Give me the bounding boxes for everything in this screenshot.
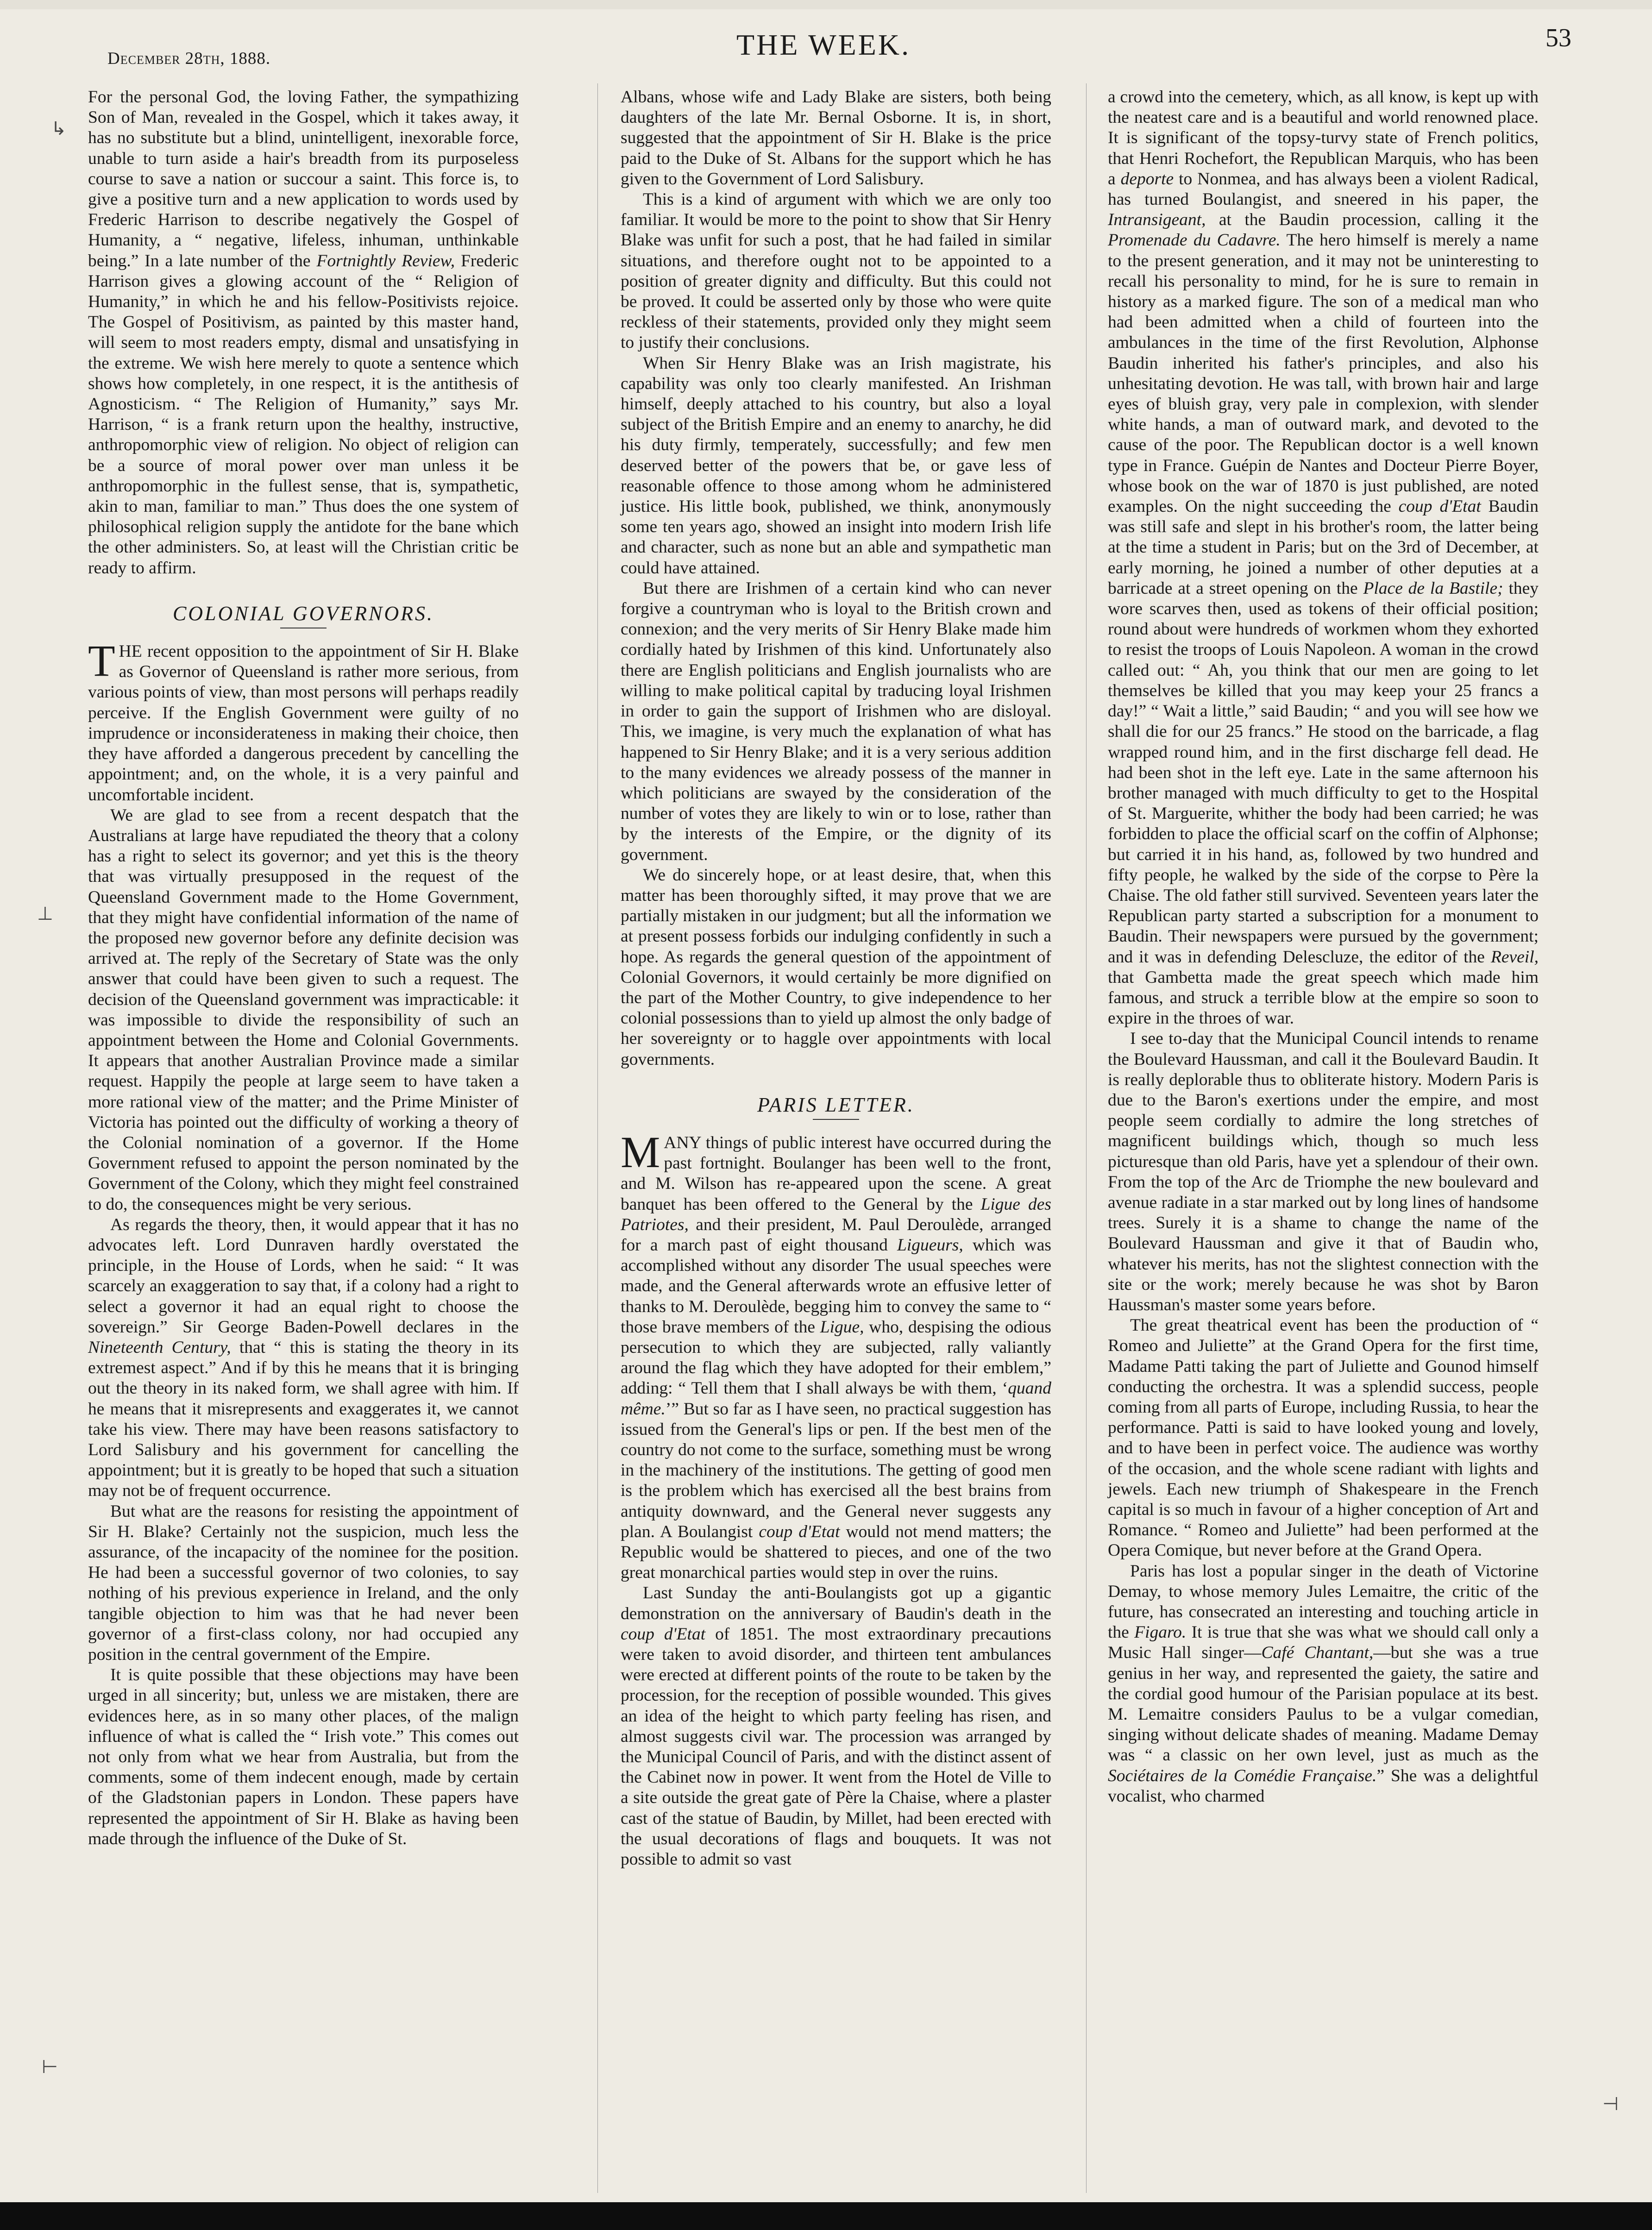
paragraph: We are glad to see from a recent despatch that the Australians at large have repudiated the theory that a colony has a right to select its governor; and yet this is the theory that was virtually presupposed in the request of the Queensland Government made to the Home Government, that they might have confidential information of the name of the proposed new governor before any definite decision was arrived at. The reply of the Secretary of State was the only answer that could have been given to such a request. The decision of the Queensland government was impracticable: it was impossible to divide the responsibility of such an appointment between the Home and Colonial Governments. It appears that another Australian Province made a similar request. Happily the people at large seem to have taken a more rational view of the matter; and the Prime Minister of Victoria has pointed out the difficulty of working a theory of the Colonial nomination of a governor. If the Home Government refused to appoint the person nominated by the Government of the Colony, which they might feel constrained to do, the consequences might be very serious. (88, 805, 519, 1214)
section-heading-paris-letter: PARIS LETTER. (757, 1093, 915, 1116)
margin-mark: ⊥ (37, 903, 53, 924)
paragraph: Paris has lost a popular singer in the death of Victorine Demay, to whose memory Jules Lemaitre, the critic of the future, has consecrated an interesting and touching article in the Figaro. It is true that she was what we should call only a Music Hall singer—Café Chantant,—but she was a true genius in her way, and represented the gaiety, the satire and the cordial good humour of the Parisian populace at its best. M. Lemaitre considers Paulus to be a vulgar comedian, singing without delicate shades of meaning. Madame Demay was “ a classic on her own level, just as much as the Sociétaires de la Comédie Française.” She was a delightful vocalist, who charmed (1108, 1561, 1539, 1806)
paragraph: But what are the reasons for resisting the appointment of Sir H. Blake? Certainly not the suspicion, much less the assurance, of the incapacity of the nominee for the position. He had been a successful governor of two colonies, to say nothing of his previous experience in Ireland, and the only tangible objection to him was that he had never been governor of a first-class colony, nor had occupied any position in the central government of the Empire. (88, 1501, 519, 1665)
column-right (1108, 87, 1539, 1807)
column-left (88, 87, 519, 1849)
paragraph: a crowd into the cemetery, which, as all know, is kept up with the neatest care and is a beautiful and world renowned place. It is significant of the topsy-turvy state of French politics, that Henri Rochefort, the Republican Marquis, who has been a deporte to Nonmea, and has always been a violent Radical, has turned Boulangist, and sneered in his paper, the Intransigeant, at the Baudin procession, calling it the Promenade du Cadavre. The hero himself is merely a name to the present generation, and it may not be uninteresting to recall his personality to mind, for he is sure to remain in history as a marked figure. The son of a medical man who had been admitted when a child of fourteen into the ambulances in the time of the first Revolution, Alphonse Baudin inherited his father's principles, and also his unhesitating devotion. He was tall, with brown hair and large eyes of bluish gray, very pale in complexion, with slender white hands, a man of outward mark, and devoted to the cause of the poor. The Republican doctor is a well known type in France. Guépin de Nantes and Docteur Pierre Boyer, whose book on the war of 1870 is just published, are noted examples. On the night succeeding the coup d'Etat Baudin was still safe and slept in his brother's room, the latter being at the time a student in Paris; but on the 3rd of December, at early morning, he joined a number of other deputies at a barricade at a street opening on the Place de la Bastile; they wore scarves then, used as tokens of their official position; round about were hundreds of workmen whom they exhorted to resist the troops of Louis Napoleon. A woman in the crowd called out: “ Ah, you think that our men are going to let themselves be killed that you may keep your 25 francs a day!” “ Wait a little,” said Baudin; “ and you will see how we shall die for our 25 francs.” He stood on the barricade, a flag wrapped round him, and in the first discharge fell dead. He had been shot in the left eye. Late in the same afternoon his brother managed with much difficulty to get to the Hospital of St. Marguerite, whither the body had been carried; he was forbidden to place the official scarf on the coffin of Alphonse; but carried it in his hand, as, followed by two hundred and fifty people, he walked by the side of the corpse to Père la Chaise. The old father still survived. Seventeen years later the Republican party started a subscription for a monument to Baudin. Their newspapers were pursued by the government; and it was in defending Delescluze, the editor of the Reveil, that Gambetta made the great speech which made him famous, and struck a terrible blow at the empire so soon to expire in the throes of war. (1108, 88, 1539, 1028)
drop-cap: M (621, 1127, 660, 1177)
page-bottom-edge (0, 2202, 1652, 2230)
paragraph: When Sir Henry Blake was an Irish magistrate, his capability was only too clearly manifested. An Irishman himself, deeply attached to his country, but also a loyal subject of the British Empire and an enemy to anarchy, he did his duty firmly, temperately, successfully; and few men deserved better of the powers that be, or gave less of reasonable offence to those among whom he administered justice. His little book, published, we think, anonymously some ten years ago, showed an insight into modern Irish life and character, such as none but an able and sympathetic man could have attained. (621, 353, 1051, 578)
paragraph: Albans, whose wife and Lady Blake are sisters, both being daughters of the late Mr. Bernal Osborne. It is, in short, suggested that the appointment of Sir H. Blake is the price paid to the Duke of St. Albans for the support which he has given to the Government of Lord Salisbury. (621, 88, 1051, 188)
paragraph: The great theatrical event has been the production of “ Romeo and Juliette” at the Grand Opera for the first time, Madame Patti taking the part of Juliette and Gounod himself conducting the orchestra. It was a splendid success, people coming from all parts of Europe, including Russia, to hear the performance. Patti is said to have looked young and lovely, and to have been in perfect voice. The audience was worthy of the occasion, and the whole scene radiant with lights and jewels. Each new triumph of Shakespeare in the French capital is so much in favour of a higher conception of Art and Romance. “ Romeo and Juliette” had been performed at the Opera Comique, but never before at the Grand Opera. (1108, 1316, 1539, 1560)
paragraph: We do sincerely hope, or at least desire, that, when this matter has been thoroughly sifted, it may prove that we are partially mistaken in our judgment; but all the information we at present possess forbids our indulging confidently in such a hope. As regards the general question of the appointment of Colonial Governors, it would certainly be more dignified on the part of the Mother Country, to give independence to her colonial possessions than to yield up almost the only badge of her sovereignty or to haggle over appointments with local governments. (621, 865, 1051, 1069)
paragraph: Last Sunday the anti-Boulangists got up a gigantic demonstration on the anniversary of Baudin's death in the coup d'Etat of 1851. The most extraordinary precautions were taken to avoid disorder, and thirteen tent ambulances were erected at different points of the route to be taken by the procession, for the reception of possible wounded. This gives an idea of the height to which party feeling has risen, and almost suggests civil war. The procession was arranged by the Municipal Council of Paris, and with the distinct assent of the Cabinet now in power. It went from the Hotel de Ville to a site outside the great gate of Père la Chaise, where a plaster cast of the statue of Baudin, by Millet, had been erected with the usual decorations of flags and bouquets. It was not possible to admit so vast (621, 1583, 1051, 1869)
paragraph: It is quite possible that these objections may have been urged in all sincerity; but, unless we are mistaken, there are evidences here, as in so many other places, of the malign influence of what is called the “ Irish vote.” This comes out not only from what we hear from Australia, but from the comments, some of them indecent enough, made by certain of the Gladstonian papers in London. These papers have represented the appointment of Sir H. Blake as having been made through the influence of the Duke of St. (88, 1665, 519, 1848)
column-middle (621, 87, 1051, 1870)
section-divider (813, 1119, 859, 1120)
paragraph: This is a kind of argument with which we are only too familiar. It would be more to the point to show that Sir Henry Blake was unfit for such a post, that he had failed in similar situations, and therefore ought not to be appointed to a position of greater dignity and difficulty. But this could not be proved. It could be asserted only by those who were quite reckless of their statements, provided only they might seem to justify their conclusions. (621, 190, 1051, 352)
margin-mark: ↳ (51, 118, 67, 139)
issue-date: December 28th, 1888. (107, 49, 271, 68)
paragraph: MANY things of public interest have occurred during the past fortnight. Boulanger has been well to the front, and M. Wilson has re-appeared upon the scene. A great banquet has been offered to the General by the Ligue des Patriotes, and their president, M. Paul Deroulède, arranged for a march past of eight thousand Ligueurs, which was accomplished without any disorder The usual speeches were made, and the General afterwards wrote an effusive letter of thanks to M. Deroulède, begging him to convey the same to “ those brave members of the Ligue, who, despising the odious persecution to which they are subjected, rally valiantly around the flag which they have adopted for their emblem,” adding: “ Tell them that I shall always be with them, ‘quand même.’” But so far as I have seen, no practical suggestion has issued from the General's lips or pen. If the best men of the country do not come to the surface, something must be wrong in the machinery of the institutions. The getting of good men is the problem which has exercised all the best brains from antiquity downward, and the General never suggests any plan. A Boulangist coup d'Etat would not mend matters; the Republic would be shattered to pieces, and one of the two great monarchical parties would step in over the ruins. (621, 1127, 1052, 1583)
column-divider (1086, 83, 1087, 2193)
paragraph: But there are Irishmen of a certain kind who can never forgive a countryman who is loyal to the British crown and connexion; and the very merits of Sir Henry Blake made him cordially hated by Irishmen of this kind. Unfortunately also there are English politicians and English journalists who are willing to make political capital by traducing loyal Irishmen in order to gain the support of Irishmen who are disloyal. This, we imagine, is very much the explanation of what has happened to Sir Henry Blake; and it is a very serious addition to the many evidences we already possess of the manner in which politicians are swayed by the consideration of the number of votes they are likely to win or to lose, rather than by the interests of the Empire, or the dignity of its government. (621, 578, 1051, 864)
paragraph: As regards the theory, then, it would appear that it has no advocates left. Lord Dunraven hardly overstated the principle, in the House of Lords, when he said: “ It was scarcely an exaggeration to say that, if a colony had a right to select a governor it had an equal right to choose the sovereign.” Sir George Baden-Powell declares in the Nineteenth Century, that “ this is stating the theory in its extremest aspect.” And if by this he means that it is bringing out the theory in its naked form, we shall agree with him. If he means that it misrepresents and exaggerates it, we cannot take his view. There may have been reasons satisfactory to Lord Salisbury and his government for cancelling the appointment; but it is greatly to be hoped that such a situation may not be of frequent occurrence. (88, 1215, 519, 1501)
publication-title: THE WEEK. (736, 28, 911, 61)
margin-mark: ⊢ (42, 2056, 58, 2078)
drop-cap: T (88, 636, 115, 686)
margin-mark: ⊣ (1602, 2093, 1619, 2115)
paragraph: I see to-day that the Municipal Council intends to rename the Boulevard Haussman, and call it the Boulevard Baudin. It is really deplorable thus to obliterate history. Modern Paris is due to the Baron's exertions under the empire, and most people seem cordially to admire the long stretches of magnificent buildings which, though so much less picturesque than old Paris, have yet a splendour of their own. From the top of the Arc de Triomphe the new boulevard and avenue radiate in a star marked out by long lines of handsome trees. Surely it is a shame to change the name of the Boulevard Haussman and give it that of Baudin who, whatever his merits, has not the slightest connection with the site or the work; merely because he was shot by Baron Haussman's master some years before. (1108, 1029, 1539, 1314)
paragraph: For the personal God, the loving Father, the sympathizing Son of Man, revealed in the Gospel, which it takes away, it has no substitute but a blind, unintelligent, inexorable force, unable to turn aside a hair's breadth from its purposeless course to save a nation or succour a saint. This force is, to give a positive turn and a new application to words used by Frederic Harrison to describe negatively the Gospel of Humanity, a “ negative, lifeless, inhuman, unthinkable being.” In a late number of the Fortnightly Review, Frederic Harrison gives a glowing account of the “ Religion of Humanity,” in which he and his fellow-Positivists rejoice. The Gospel of Positivism, as painted by this master hand, will seem to most readers empty, dismal and unsatisfying in the extreme. We wish here merely to quote a sentence which shows how completely, in one respect, it is the antithesis of Agnosticism. “ The Religion of Humanity,” says Mr. Harrison, “ is a frank return upon the healthy, instructive, anthropomorphic view of religion. No object of religion can be a source of moral power over man unless it be anthropomorphic in the fullest sense, that is, sympathetic, akin to man, familiar to man.” Thus does the one system of philosophical religion supply the antidote for the bane which the other administers. So, at least will the Christian critic be ready to affirm. (88, 88, 519, 578)
paragraph: THE recent opposition to the appointment of Sir H. Blake as Governor of Queensland is rather more serious, from various points of view, than most persons will perhaps readily perceive. If the English Government were guilty of no imprudence or inconsiderateness in making their choice, then they have afforded a dangerous precedent by cancelling the appointment; and, on the whole, it is a very painful and uncomfortable incident. (88, 636, 519, 804)
section-heading-colonial-governors: COLONIAL GOVERNORS. (172, 602, 434, 625)
page-header (0, 0, 1652, 79)
page-number: 53 (1545, 24, 1571, 52)
column-divider (597, 83, 598, 2193)
